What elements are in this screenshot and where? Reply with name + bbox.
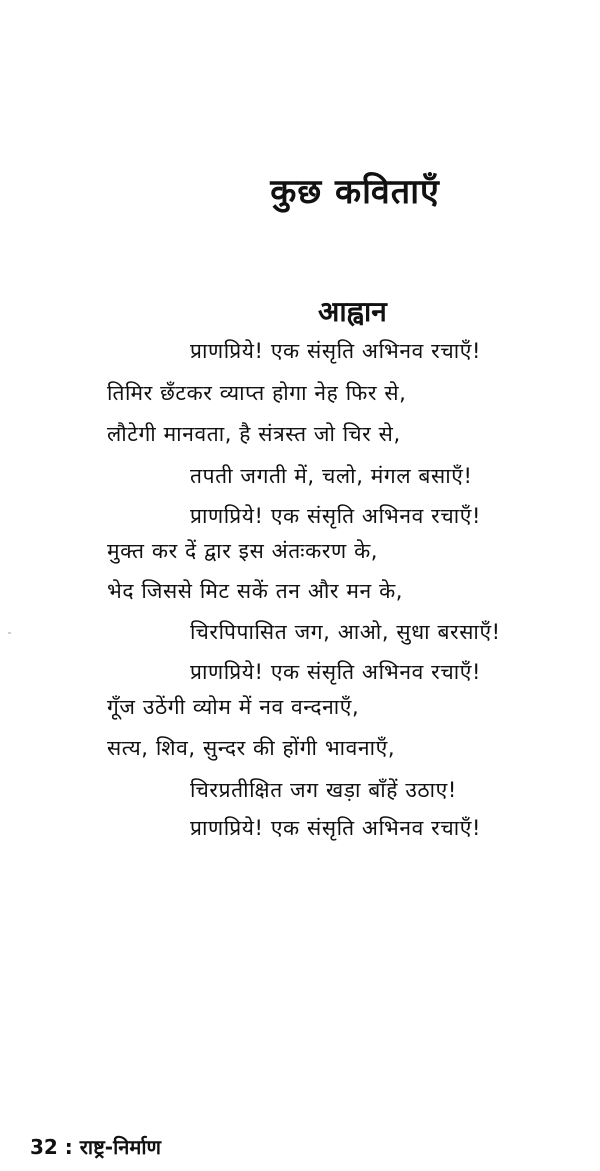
poem-line: तिमिर छँटकर व्याप्त होगा नेह फिर से, [107, 381, 407, 405]
poem-line: मुक्त कर दें द्वार इस अंतःकरण के, [107, 539, 379, 563]
poem-line: प्राणप्रिये! एक संसृति अभिनव रचाएँ! [190, 660, 481, 684]
poem-line: प्राणप्रिये! एक संसृति अभिनव रचाएँ! [190, 816, 481, 840]
poem-line: गूँज उठेंगी व्योम में नव वन्दनाएँ, [107, 695, 360, 719]
poem-line: लौटेगी मानवता, है संत्रस्त जो चिर से, [107, 422, 401, 446]
scan-speck [8, 632, 11, 634]
poem-title: आह्वान [318, 295, 387, 328]
poem-line: प्राणप्रिये! एक संसृति अभिनव रचाएँ! [190, 504, 481, 528]
poem-line: प्राणप्रिये! एक संसृति अभिनव रचाएँ! [190, 339, 481, 363]
poem-line: भेद जिससे मिट सकें तन और मन के, [107, 579, 404, 603]
poem-line: तपती जगती में, चलो, मंगल बसाएँ! [190, 464, 473, 488]
poem-line: चिरप्रतीक्षित जग खड़ा बाँहें उठाए! [190, 778, 457, 802]
chapter-title: कुछ कविताएँ [270, 172, 440, 212]
poem-line: चिरपिपासित जग, आओ, सुधा बरसाएँ! [190, 620, 501, 644]
poem-line: सत्य, शिव, सुन्दर की होंगी भावनाएँ, [107, 736, 396, 760]
page-footer: 32 : राष्ट्र-निर्माण [30, 1135, 161, 1159]
